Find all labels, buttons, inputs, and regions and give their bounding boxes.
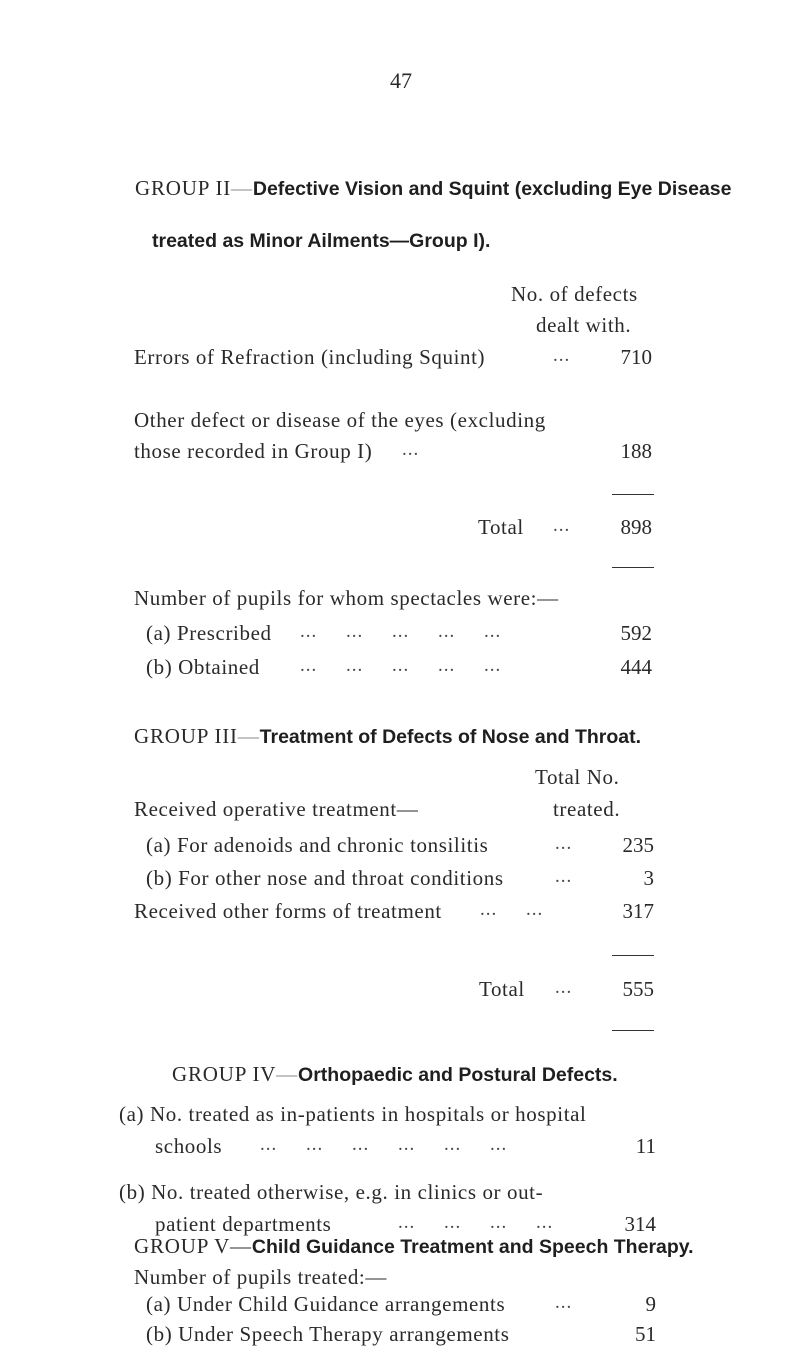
group3-received-operative: Received operative treatment— bbox=[134, 797, 419, 821]
group5-row-speech-therapy-value: 51 bbox=[635, 1322, 656, 1346]
group2-spectacles-prescribed-value: 592 bbox=[620, 621, 652, 645]
page-number: 47 bbox=[390, 68, 412, 93]
group2-spectacles-obtained-label: (b) Obtained bbox=[146, 655, 260, 679]
group4-row-inpatients-value: 11 bbox=[635, 1134, 656, 1158]
group3-heading bbox=[134, 724, 641, 749]
group2-row-other-label-line1: Other defect or disease of the eyes (excluding bbox=[134, 408, 546, 432]
group2-title-line2: treated as Minor Ailments—Group I). bbox=[152, 230, 491, 252]
group5-prefix: GROUP V bbox=[134, 1234, 231, 1258]
group2-spectacles-prescribed-label: (a) Prescribed bbox=[146, 621, 272, 645]
leader-dots: ... bbox=[553, 515, 571, 536]
divider bbox=[612, 494, 654, 495]
leader-dots: ... bbox=[402, 439, 420, 460]
leader-dots: ... ... ... ... ... bbox=[300, 621, 502, 642]
group2-title-line1: Defective Vision and Squint (excluding Eye Disease bbox=[252, 178, 732, 200]
group2-spectacles-obtained-value: 444 bbox=[620, 655, 652, 679]
group5-row-child-guidance-label: (a) Under Child Guidance arrangements bbox=[146, 1292, 506, 1316]
group2-row-refraction-label: Errors of Refraction (including Squint) bbox=[134, 345, 486, 369]
leader-dots: ... ... ... ... ... bbox=[300, 655, 502, 676]
group4-row-inpatients-line2: schools bbox=[155, 1134, 223, 1158]
group3-total-value: 555 bbox=[622, 977, 654, 1001]
group2-heading-line1 bbox=[135, 176, 732, 201]
group3-col-header-1: Total No. bbox=[535, 765, 620, 789]
leader-dots: ... ... ... ... ... ... bbox=[260, 1134, 508, 1155]
leader-dots: ... bbox=[555, 866, 573, 887]
group4-title: Orthopaedic and Postural Defects. bbox=[298, 1064, 618, 1086]
group4-row-otherwise-line2: patient departments bbox=[155, 1212, 332, 1236]
group3-row-other-forms-value: 317 bbox=[622, 899, 654, 923]
divider bbox=[612, 567, 654, 568]
leader-dots: ... bbox=[555, 977, 573, 998]
group4-heading bbox=[172, 1062, 618, 1087]
group4-row-otherwise-line1: (b) No. treated otherwise, e.g. in clinics or out- bbox=[119, 1180, 544, 1204]
leader-dots: ... ... bbox=[480, 899, 544, 920]
divider bbox=[612, 1030, 654, 1031]
group4-prefix: GROUP IV bbox=[172, 1062, 277, 1086]
group2-prefix: GROUP II bbox=[135, 176, 232, 200]
group3-prefix: GROUP III bbox=[134, 724, 238, 748]
group2-row-other-label-line2: those recorded in Group I) bbox=[134, 439, 373, 463]
leader-dots: ... bbox=[555, 833, 573, 854]
group3-row-adenoids-value: 235 bbox=[622, 833, 654, 857]
divider bbox=[612, 955, 654, 956]
group4-row-inpatients-line1: (a) No. treated as in-patients in hospitals or hospital bbox=[119, 1102, 587, 1126]
group3-row-adenoids-label: (a) For adenoids and chronic tonsilitis bbox=[146, 833, 489, 857]
group3-row-other-label: (b) For other nose and throat conditions bbox=[146, 866, 504, 890]
group3-row-other-forms-label: Received other forms of treatment bbox=[134, 899, 442, 923]
group4-dash: — bbox=[276, 1062, 299, 1086]
group2-col-header-2: dealt with. bbox=[536, 313, 632, 337]
group5-heading bbox=[134, 1234, 694, 1259]
group3-title: Treatment of Defects of Nose and Throat. bbox=[259, 726, 642, 748]
group5-row-speech-therapy-label: (b) Under Speech Therapy arrangements bbox=[146, 1322, 510, 1346]
group5-intro: Number of pupils treated:— bbox=[134, 1265, 387, 1289]
group2-row-other-value: 188 bbox=[620, 439, 652, 463]
group2-total-label: Total bbox=[478, 515, 524, 539]
group3-col-header-2: treated. bbox=[553, 797, 621, 821]
leader-dots: ... ... ... ... bbox=[398, 1212, 554, 1233]
group3-dash: — bbox=[237, 724, 260, 748]
group5-dash: — bbox=[230, 1234, 252, 1258]
leader-dots: ... bbox=[555, 1292, 573, 1313]
group3-row-other-value: 3 bbox=[643, 866, 654, 890]
group2-spectacles-intro: Number of pupils for whom spectacles were:— bbox=[134, 586, 559, 610]
group4-row-otherwise-value: 314 bbox=[624, 1212, 656, 1236]
group2-row-refraction-value: 710 bbox=[620, 345, 652, 369]
group3-total-label: Total bbox=[479, 977, 525, 1001]
group5-title: Child Guidance Treatment and Speech Therapy. bbox=[251, 1236, 694, 1258]
group2-col-header-1: No. of defects bbox=[511, 282, 638, 306]
leader-dots: ... bbox=[553, 345, 571, 366]
group2-dash: — bbox=[231, 176, 253, 200]
group5-row-child-guidance-value: 9 bbox=[645, 1292, 656, 1316]
group2-total-value: 898 bbox=[620, 515, 652, 539]
